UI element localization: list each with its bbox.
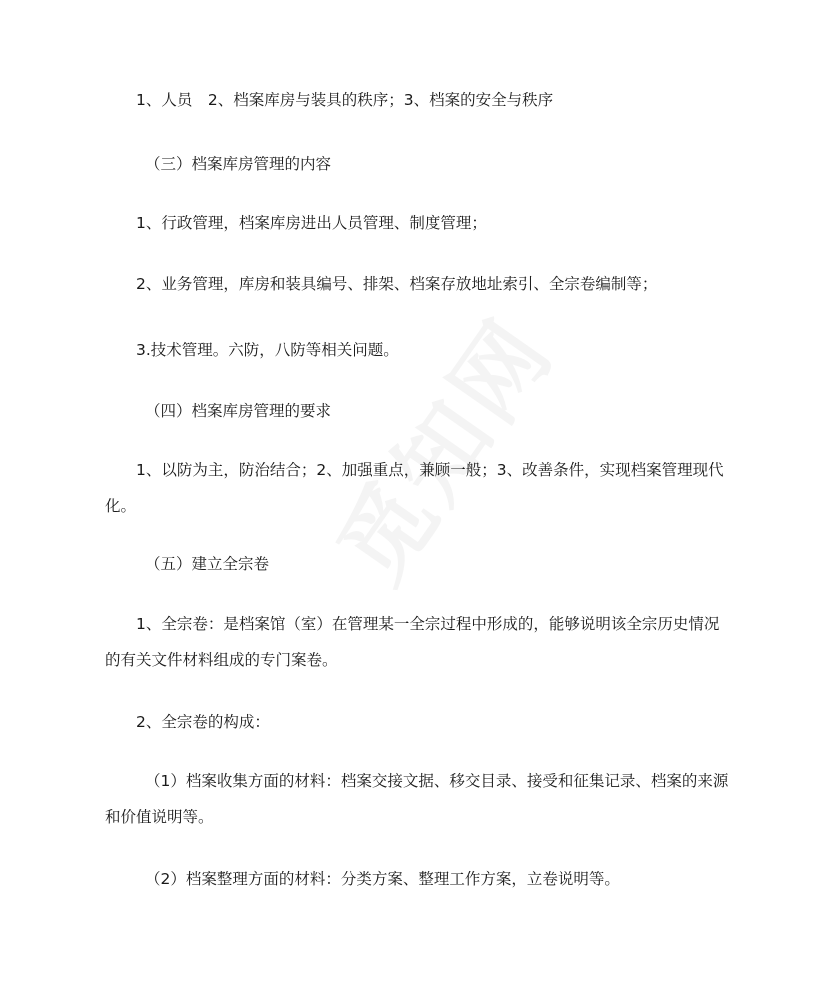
paragraph-business-management: 2、业务管理，库房和装具编号、排架、档案存放地址索引、全宗卷编制等； xyxy=(136,275,658,293)
heading-storage-content: （三）档案库房管理的内容 xyxy=(145,155,332,173)
heading-storage-requirements: （四）档案库房管理的要求 xyxy=(145,402,332,420)
paragraph-collection-materials: （1）档案收集方面的材料：档案交接文据、移交目录、接受和征集记录、档案的来源和价值说明等。 xyxy=(105,772,729,826)
paragraph-fonds-definition: 1、全宗卷：是档案馆（室）在管理某一全宗过程中形成的，能够说明该全宗历史情况的有关文件材料组成的专门案卷。 xyxy=(105,615,720,669)
paragraph-arrangement-materials: （2）档案整理方面的材料：分类方案、整理工作方案，立卷说明等。 xyxy=(145,870,620,888)
paragraph-admin-management: 1、行政管理，档案库房进出人员管理、制度管理； xyxy=(136,214,487,232)
paragraph-requirements: 1、以防为主，防治结合；2、加强重点，兼顾一般；3、改善条件，实现档案管理现代化。 xyxy=(105,461,724,515)
paragraph-order-items: 1、人员 2、档案库房与装具的秩序；3、档案的安全与秩序 xyxy=(136,91,554,109)
paragraph-technical-management: 3.技术管理。六防，八防等相关问题。 xyxy=(136,341,399,359)
heading-fonds-file: （五）建立全宗卷 xyxy=(145,555,270,573)
paragraph-fonds-composition: 2、全宗卷的构成： xyxy=(136,713,270,731)
